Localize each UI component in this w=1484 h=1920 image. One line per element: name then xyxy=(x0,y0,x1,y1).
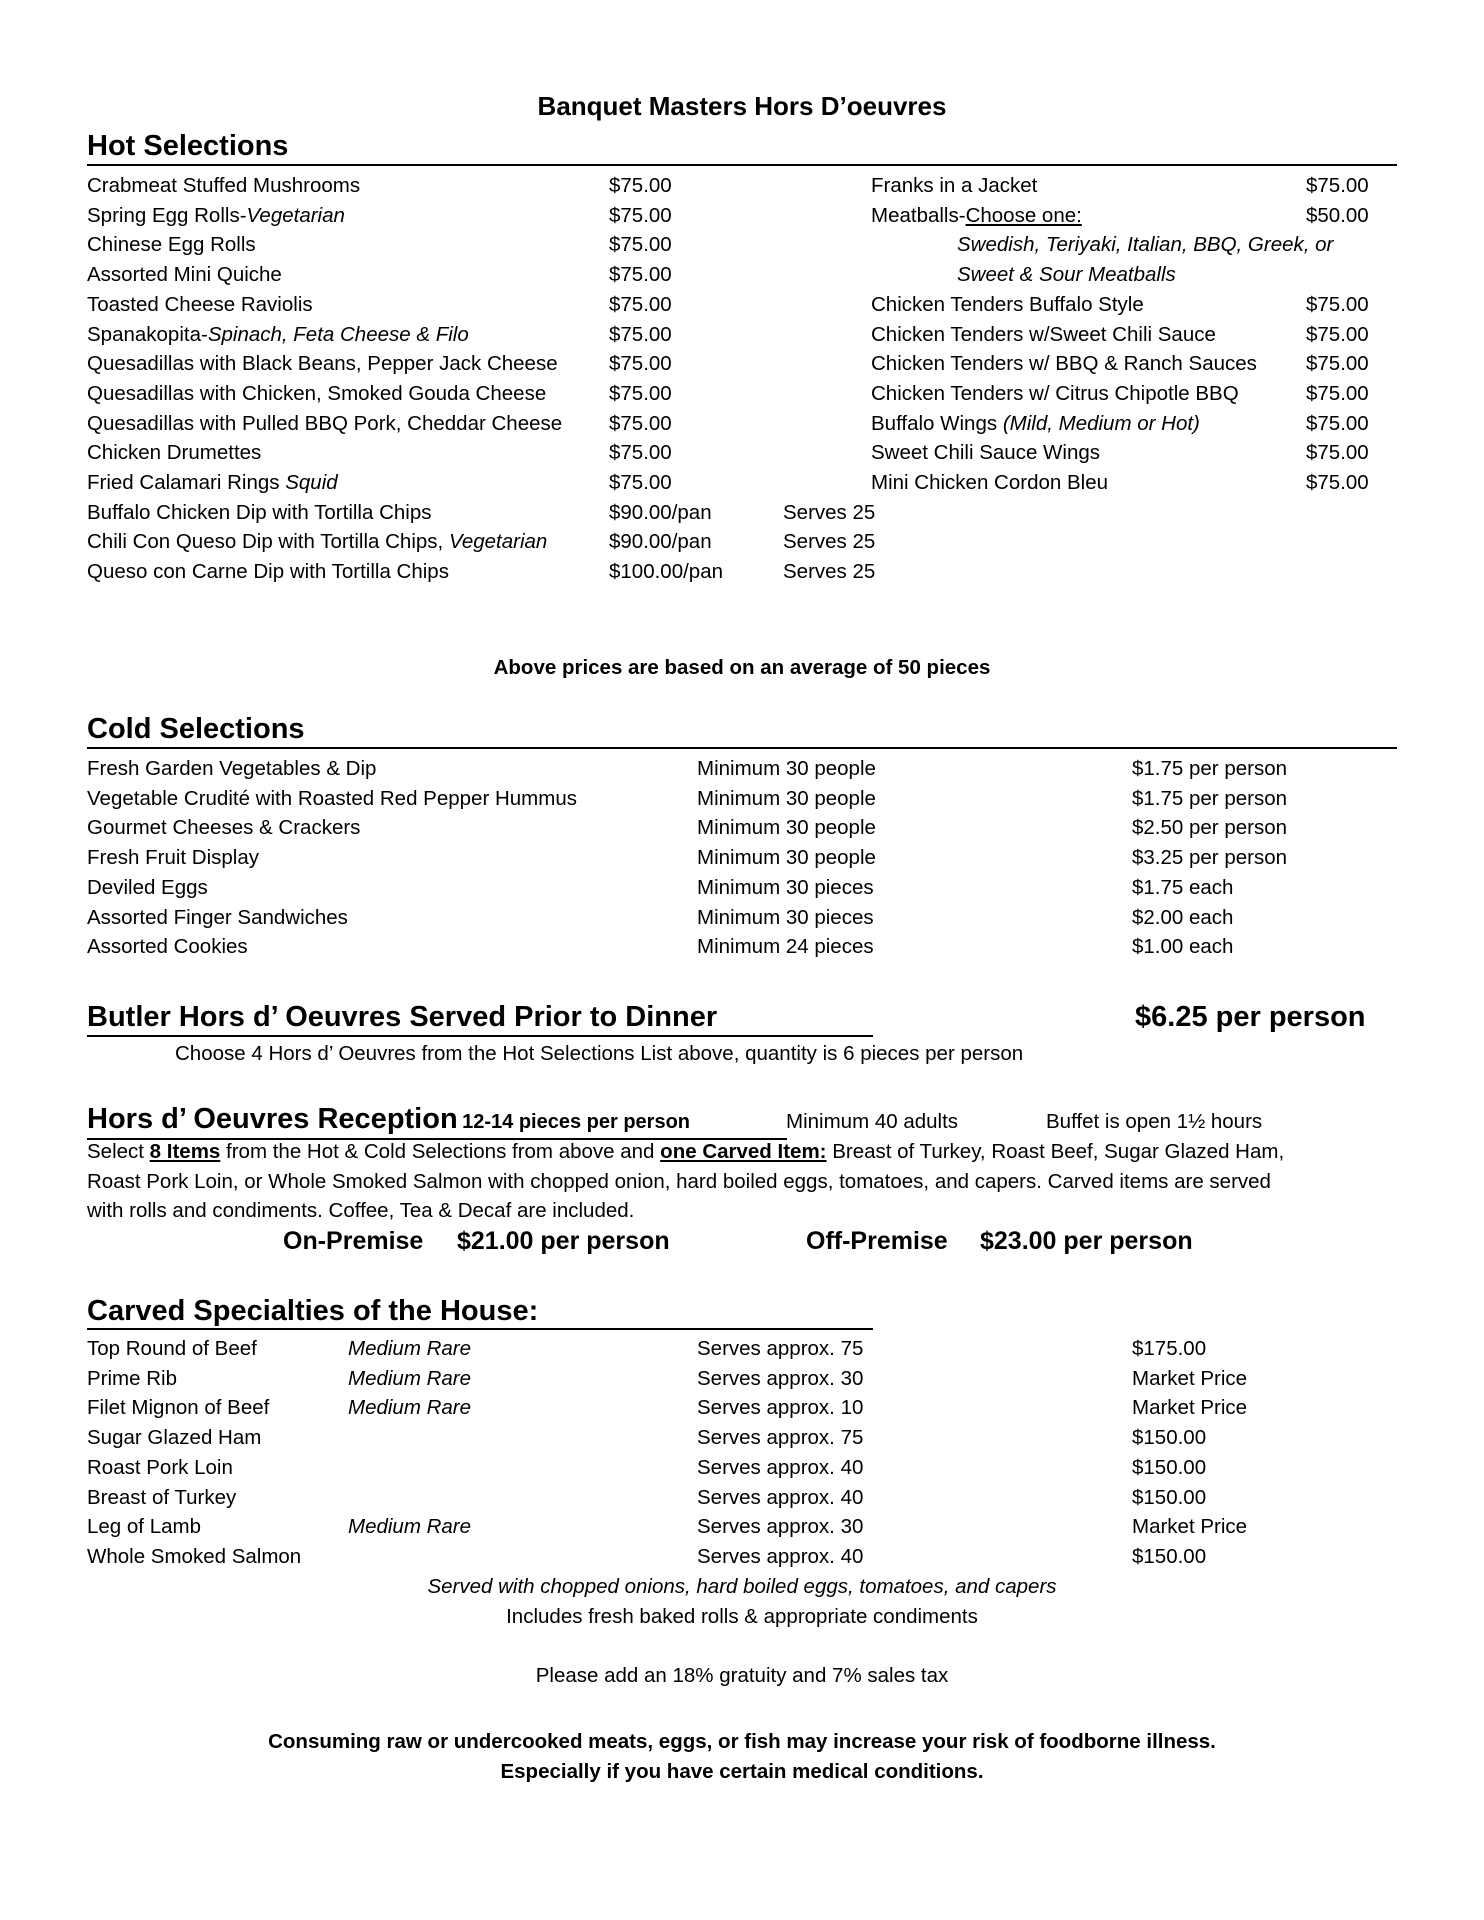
hot-right-item-name: Meatballs- xyxy=(871,203,966,227)
cold-item-minimum: Minimum 30 people xyxy=(697,757,876,780)
carved-item-style: Medium Rare xyxy=(348,1515,472,1539)
off-premise-price: $23.00 per person xyxy=(980,1227,1193,1255)
hot-right-item xyxy=(0,468,1484,498)
hot-right-item-name-wrap xyxy=(957,260,1176,290)
hot-item-name: Crabmeat Stuffed Mushrooms xyxy=(87,174,361,197)
hot-item-serves: Serves 25 xyxy=(783,500,876,524)
carved-item-name: Breast of Turkey xyxy=(87,1485,237,1509)
hot-item-price: $75.00 xyxy=(609,411,672,435)
reception-line-3: with rolls and condiments. Coffee, Tea & Decaf are included. xyxy=(87,1199,635,1222)
hot-right-item-price: $75.00 xyxy=(1306,381,1369,405)
cold-item-minimum: Minimum 30 pieces xyxy=(697,875,874,899)
eight-items: 8 Items xyxy=(149,1140,221,1163)
hot-item-price: $75.00 xyxy=(609,352,672,376)
cold-item-price: $3.25 per person xyxy=(1132,846,1288,870)
cold-item-name: Gourmet Cheeses & Crackers xyxy=(87,816,361,840)
hot-heading: Hot Selections xyxy=(87,130,289,162)
hot-right-item xyxy=(0,201,1484,231)
hot-item-name: Spanakopita- xyxy=(87,322,208,346)
carved-item-price: $150.00 xyxy=(1132,1544,1207,1568)
hot-right-item xyxy=(0,409,1484,439)
carved-item-price: $150.00 xyxy=(1132,1426,1207,1450)
hot-item-price: $75.00 xyxy=(609,381,672,405)
carved-item-name: Prime Rib xyxy=(87,1366,177,1390)
carved-item-style: Medium Rare xyxy=(348,1396,472,1420)
hot-item-price: $75.00 xyxy=(609,174,672,197)
hot-item xyxy=(0,557,1484,587)
carved-item-serves: Serves approx. 40 xyxy=(697,1544,864,1568)
carved-item-price: Market Price xyxy=(1132,1396,1248,1420)
hot-right-item-price: $75.00 xyxy=(1306,411,1369,435)
carved-item-style: Medium Rare xyxy=(348,1366,472,1390)
hot-item-name: Chinese Egg Rolls xyxy=(87,233,256,257)
carved-item-price: $150.00 xyxy=(1132,1455,1207,1479)
health-warning-2: Especially if you have certain medical conditions. xyxy=(500,1760,984,1783)
hot-item-name: Queso con Carne Dip with Tortilla Chips xyxy=(87,560,449,584)
hot-right-item-name-wrap xyxy=(871,201,1082,231)
hot-item-price: $100.00/pan xyxy=(609,560,724,584)
cold-item xyxy=(0,903,1484,933)
hot-right-item-name-wrap xyxy=(871,379,1239,409)
hot-right-item-note: (Mild, Medium or Hot) xyxy=(1002,411,1200,435)
hot-footnote: Above prices are based on an average of 50 pieces xyxy=(493,656,991,679)
carved-served-with: Served with chopped onions, hard boiled eggs, tomatoes, and capers xyxy=(427,1575,1057,1598)
off-premise-label: Off-Premise xyxy=(806,1227,948,1255)
hot-right-item-name-wrap xyxy=(871,349,1257,379)
reception-subheading: 12-14 pieces per person xyxy=(462,1111,691,1133)
carved-item xyxy=(0,1542,1484,1572)
carved-item xyxy=(0,1483,1484,1513)
hot-item-note: Vegetarian xyxy=(246,203,345,227)
hot-item-serves: Serves 25 xyxy=(783,560,876,584)
carved-item-name: Whole Smoked Salmon xyxy=(87,1544,302,1568)
butler-rule xyxy=(87,1035,873,1037)
cold-item-name: Vegetable Crudité with Roasted Red Pepper Hummus xyxy=(87,786,577,810)
carved-item xyxy=(0,1423,1484,1453)
reception-line-1: Select 8 Items from the Hot & Cold Selections from above and one Carved Item: Breast of Turkey, Roast Beef, Sugar Glazed Ham, xyxy=(87,1140,1285,1163)
hot-right-item-name-wrap xyxy=(871,171,1037,201)
cold-item-price: $1.75 per person xyxy=(1132,757,1288,780)
cold-item-minimum: Minimum 30 people xyxy=(697,846,876,870)
hot-item-name: Toasted Cheese Raviolis xyxy=(87,292,313,316)
cold-item-price: $1.00 each xyxy=(1132,935,1234,959)
hot-right-item-name: Buffalo Wings xyxy=(871,411,1003,435)
hot-right-item-name-wrap xyxy=(871,468,1108,498)
butler-price: $6.25 per person xyxy=(1135,1001,1366,1033)
hot-item-name: Chili Con Queso Dip with Tortilla Chips, xyxy=(87,530,449,554)
hot-right-item xyxy=(0,320,1484,350)
hot-right-item-price: $75.00 xyxy=(1306,322,1369,346)
page-title: Banquet Masters Hors D’oeuvres xyxy=(537,91,947,121)
hot-item-name: Chicken Drumettes xyxy=(87,441,262,465)
carved-item xyxy=(0,1393,1484,1423)
cold-item-name: Deviled Eggs xyxy=(87,875,208,899)
carved-item xyxy=(0,1453,1484,1483)
cold-item xyxy=(0,873,1484,903)
hot-item-price: $75.00 xyxy=(609,233,672,257)
hot-item xyxy=(0,498,1484,528)
carved-item-serves: Serves approx. 30 xyxy=(697,1366,864,1390)
hot-item-price: $75.00 xyxy=(609,203,672,227)
carved-item-name: Leg of Lamb xyxy=(87,1515,201,1539)
carved-item-serves: Serves approx. 40 xyxy=(697,1455,864,1479)
hot-right-item-price: $75.00 xyxy=(1306,292,1369,316)
reception-heading-row xyxy=(87,1103,690,1136)
hot-item-serves: Serves 25 xyxy=(783,530,876,554)
cold-item-minimum: Minimum 30 people xyxy=(697,816,876,840)
carved-item-serves: Serves approx. 40 xyxy=(697,1485,864,1509)
carved-item-serves: Serves approx. 30 xyxy=(697,1515,864,1539)
hot-item-price: $75.00 xyxy=(609,292,672,316)
hot-item-name-wrap xyxy=(87,557,449,587)
cold-item-name: Assorted Cookies xyxy=(87,935,248,959)
cold-item-price: $2.00 each xyxy=(1132,905,1234,929)
hot-item-price: $75.00 xyxy=(609,322,672,346)
hot-item-name: Quesadillas with Chicken, Smoked Gouda Cheese xyxy=(87,381,547,405)
health-warning-1: Consuming raw or undercooked meats, eggs, or fish may increase your risk of foodborne illness. xyxy=(268,1730,1216,1753)
cold-item-name: Fresh Fruit Display xyxy=(87,846,260,870)
cold-item-name: Assorted Finger Sandwiches xyxy=(87,905,348,929)
hot-item-note: Spinach, Feta Cheese & Filo xyxy=(207,322,469,346)
hot-right-item-name-wrap xyxy=(957,230,1333,260)
hot-item-price: $75.00 xyxy=(609,471,672,494)
hot-right-item xyxy=(0,290,1484,320)
hot-item-note: Squid xyxy=(285,471,338,494)
reception-minimum: Minimum 40 adults xyxy=(786,1110,959,1133)
hot-item-price: $75.00 xyxy=(609,441,672,465)
hot-right-item-note: Sweet & Sour Meatballs xyxy=(957,263,1176,287)
cold-item-minimum: Minimum 30 pieces xyxy=(697,905,874,929)
hot-right-item-name: Sweet Chili Sauce Wings xyxy=(871,441,1101,465)
cold-item xyxy=(0,813,1484,843)
hot-right-item xyxy=(0,260,1484,290)
hot-item-note: Vegetarian xyxy=(448,530,548,554)
on-premise-label: On-Premise xyxy=(283,1227,424,1255)
cold-item xyxy=(0,784,1484,814)
carved-item-serves: Serves approx. 10 xyxy=(697,1396,864,1420)
hot-item-name: Buffalo Chicken Dip with Tortilla Chips xyxy=(87,500,432,524)
hot-right-item-name: Chicken Tenders w/ Citrus Chipotle BBQ xyxy=(871,381,1239,405)
carved-item-serves: Serves approx. 75 xyxy=(697,1337,864,1360)
hot-right-item xyxy=(0,379,1484,409)
carved-item-serves: Serves approx. 75 xyxy=(697,1426,864,1450)
butler-heading: Butler Hors d’ Oeuvres Served Prior to Dinner xyxy=(87,1001,718,1033)
cold-item-name: Fresh Garden Vegetables & Dip xyxy=(87,757,377,780)
carved-item-style: Medium Rare xyxy=(348,1337,472,1360)
cold-item-minimum: Minimum 30 people xyxy=(697,786,876,810)
carved-item-name: Roast Pork Loin xyxy=(87,1455,233,1479)
carved-item-price: Market Price xyxy=(1132,1515,1248,1539)
hot-right-item xyxy=(0,438,1484,468)
hot-item-price: $90.00/pan xyxy=(609,530,712,554)
hot-right-item-name: Franks in a Jacket xyxy=(871,174,1038,197)
carved-includes: Includes fresh baked rolls & appropriate condiments xyxy=(506,1605,978,1628)
hot-right-item-name-wrap xyxy=(871,290,1144,320)
hot-item-name-wrap xyxy=(87,527,547,557)
hot-right-item-name: Chicken Tenders Buffalo Style xyxy=(871,292,1144,316)
cold-rule xyxy=(87,747,1397,749)
cold-item-price: $2.50 per person xyxy=(1132,816,1288,840)
carved-item xyxy=(0,1364,1484,1394)
hot-right-item-price: $75.00 xyxy=(1306,174,1369,197)
hot-right-item-name-wrap xyxy=(871,438,1100,468)
carved-heading: Carved Specialties of the House: xyxy=(87,1295,539,1327)
carved-item-price: Market Price xyxy=(1132,1366,1248,1390)
hot-right-item-name: Chicken Tenders w/ BBQ & Ranch Sauces xyxy=(871,352,1257,376)
hot-right-item-name-wrap xyxy=(871,409,1200,439)
hot-rule xyxy=(87,164,1397,166)
carved-item-name: Top Round of Beef xyxy=(87,1337,257,1360)
hot-right-item-note: Swedish, Teriyaki, Italian, BBQ, Greek, or xyxy=(957,233,1334,257)
hot-item-name: Quesadillas with Black Beans, Pepper Jack Cheese xyxy=(87,352,558,376)
hot-item-name: Spring Egg Rolls- xyxy=(87,203,247,227)
hot-item-name: Quesadillas with Pulled BBQ Pork, Cheddar Cheese xyxy=(87,411,563,435)
cold-item-price: $1.75 each xyxy=(1132,875,1234,899)
hot-item-name: Fried Calamari Rings xyxy=(87,471,286,494)
cold-heading: Cold Selections xyxy=(87,713,305,745)
hot-item-price: $90.00/pan xyxy=(609,500,712,524)
hot-right-item-price: $75.00 xyxy=(1306,352,1369,376)
carved-rule xyxy=(87,1328,873,1330)
hot-right-item xyxy=(0,171,1484,201)
hot-right-item-note: Choose one: xyxy=(965,203,1082,227)
carved-item xyxy=(0,1512,1484,1542)
gratuity-note: Please add an 18% gratuity and 7% sales tax xyxy=(535,1664,949,1687)
reception-heading: Hors d’ Oeuvres Reception xyxy=(87,1103,458,1135)
hot-right-item-price: $75.00 xyxy=(1306,441,1369,465)
cold-item-minimum: Minimum 24 pieces xyxy=(697,935,874,959)
carved-item xyxy=(0,1334,1484,1364)
carved-item-name: Sugar Glazed Ham xyxy=(87,1426,262,1450)
cold-item xyxy=(0,843,1484,873)
hot-right-item-price: $75.00 xyxy=(1306,471,1369,494)
cold-item xyxy=(0,932,1484,962)
hot-item-name: Assorted Mini Quiche xyxy=(87,263,282,287)
hot-item-price: $75.00 xyxy=(609,263,672,287)
carved-item-name: Filet Mignon of Beef xyxy=(87,1396,270,1420)
reception-line-2: Roast Pork Loin, or Whole Smoked Salmon with chopped onion, hard boiled eggs, tomatoes, and capers. Carved items are served xyxy=(87,1170,1271,1193)
hot-item xyxy=(0,527,1484,557)
on-premise-price: $21.00 per person xyxy=(457,1227,670,1255)
butler-description: Choose 4 Hors d’ Oeuvres from the Hot Selections List above, quantity is 6 pieces per person xyxy=(175,1042,1024,1065)
hot-right-item-name: Mini Chicken Cordon Bleu xyxy=(871,471,1109,494)
hot-right-item xyxy=(0,349,1484,379)
one-carved-item: one Carved Item: xyxy=(660,1140,827,1163)
reception-buffet: Buffet is open 1½ hours xyxy=(1046,1110,1263,1133)
cold-item xyxy=(0,754,1484,784)
cold-item-price: $1.75 per person xyxy=(1132,786,1288,810)
hot-right-item xyxy=(0,230,1484,260)
hot-right-item-name: Chicken Tenders w/Sweet Chili Sauce xyxy=(871,322,1216,346)
carved-item-price: $175.00 xyxy=(1132,1337,1207,1360)
hot-right-item-price: $50.00 xyxy=(1306,203,1369,227)
hot-item-name-wrap xyxy=(87,498,432,528)
hot-right-item-name-wrap xyxy=(871,320,1216,350)
carved-item-price: $150.00 xyxy=(1132,1485,1207,1509)
